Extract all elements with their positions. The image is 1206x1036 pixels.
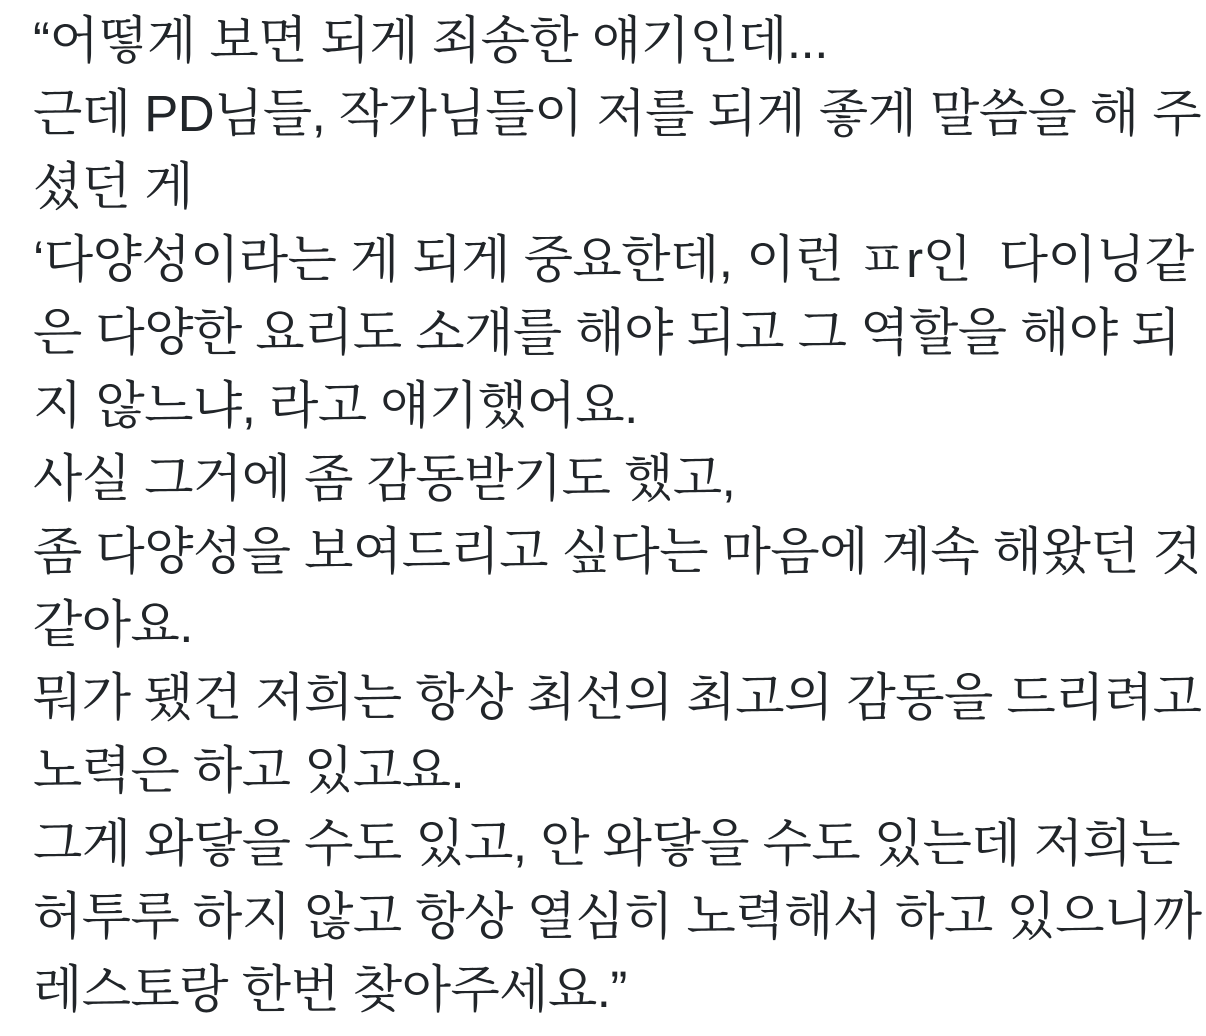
quote-line: 지 않느냐, 라고 얘기했어요. — [33, 377, 638, 434]
quote-text-block — [33, 4, 1202, 1026]
quote-line: 사실 그거에 좀 감동받기도 했고, — [33, 450, 736, 507]
quote-line: ‘다양성이라는 게 되게 중요한데, 이런 ㅍr인 다이닝같 — [33, 231, 1194, 288]
quote-line: 같아요. — [33, 596, 193, 653]
quote-line: 근데 PD님들, 작가님들이 저를 되게 좋게 말씀을 해 주 — [33, 85, 1202, 142]
quote-line: 레스토랑 한번 찾아주세요.” — [33, 961, 627, 1018]
quote-line: 은 다양한 요리도 소개를 해야 되고 그 역할을 해야 되 — [33, 304, 1181, 361]
quote-line: 그게 와닿을 수도 있고, 안 와닿을 수도 있는데 저희는 — [33, 815, 1181, 872]
quote-line: 좀 다양성을 보여드리고 싶다는 마음에 계속 해왔던 것 — [33, 523, 1202, 580]
quote-line: 허투루 하지 않고 항상 열심히 노력해서 하고 있으니까 — [33, 888, 1202, 945]
quote-line: “어떻게 보면 되게 죄송한 얘기인데... — [33, 12, 828, 69]
quote-line: 노력은 하고 있고요. — [33, 742, 465, 799]
quote-line: 뭐가 됐건 저희는 항상 최선의 최고의 감동을 드리려고 — [33, 669, 1202, 726]
quote-line: 셨던 게 — [33, 158, 193, 215]
